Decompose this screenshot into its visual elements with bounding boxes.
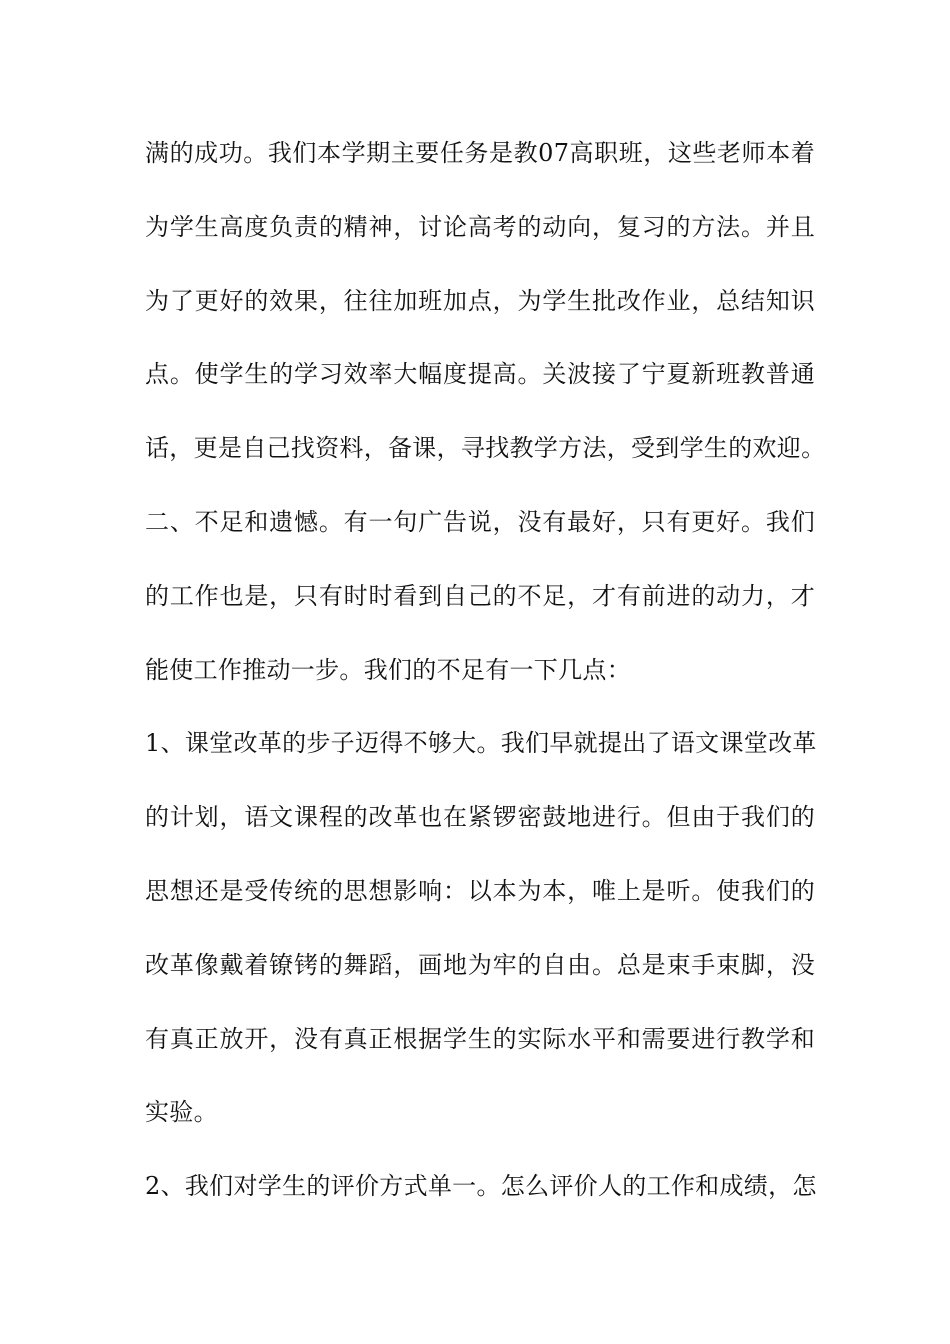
text-line: 的计划，语文课程的改革也在紧锣密鼓地进行。但由于我们的: [145, 803, 815, 832]
body-text: [145, 128, 826, 1235]
text-line: 话，更是自己找资料，备课，寻找教学方法，受到学生的欢迎。: [145, 434, 826, 463]
text-line: 满的成功。我们本学期主要任务是教07高职班，这些老师本着: [145, 139, 815, 167]
text-line: 改革像戴着镣铐的舞蹈，画地为牢的自由。总是束手束脚，没: [145, 950, 815, 979]
text-line: 能使工作推动一步。我们的不足有一下几点：: [145, 655, 631, 684]
text-line: 的工作也是，只有时时看到自己的不足，才有前进的动力，才: [145, 581, 815, 610]
text-line: 1、课堂改革的步子迈得不够大。我们早就提出了语文课堂改革: [145, 729, 817, 758]
text-line: 二、不足和遗憾。有一句广告说，没有最好，只有更好。我们: [145, 507, 815, 536]
text-line: 点。使学生的学习效率大幅度提高。关波接了宁夏新班教普通: [145, 360, 815, 389]
text-line: 有真正放开，没有真正根据学生的实际水平和需要进行教学和: [145, 1024, 815, 1053]
text-line: 实验。: [145, 1098, 218, 1127]
text-line: 2、我们对学生的评价方式单一。怎么评价人的工作和成绩，怎: [145, 1172, 817, 1201]
text-line: 为了更好的效果，往往加班加点，为学生批改作业，总结知识: [145, 286, 815, 315]
text-line: 为学生高度负责的精神，讨论高考的动向，复习的方法。并且: [145, 212, 815, 241]
text-line: 思想还是受传统的思想影响：以本为本，唯上是听。使我们的: [145, 876, 815, 905]
